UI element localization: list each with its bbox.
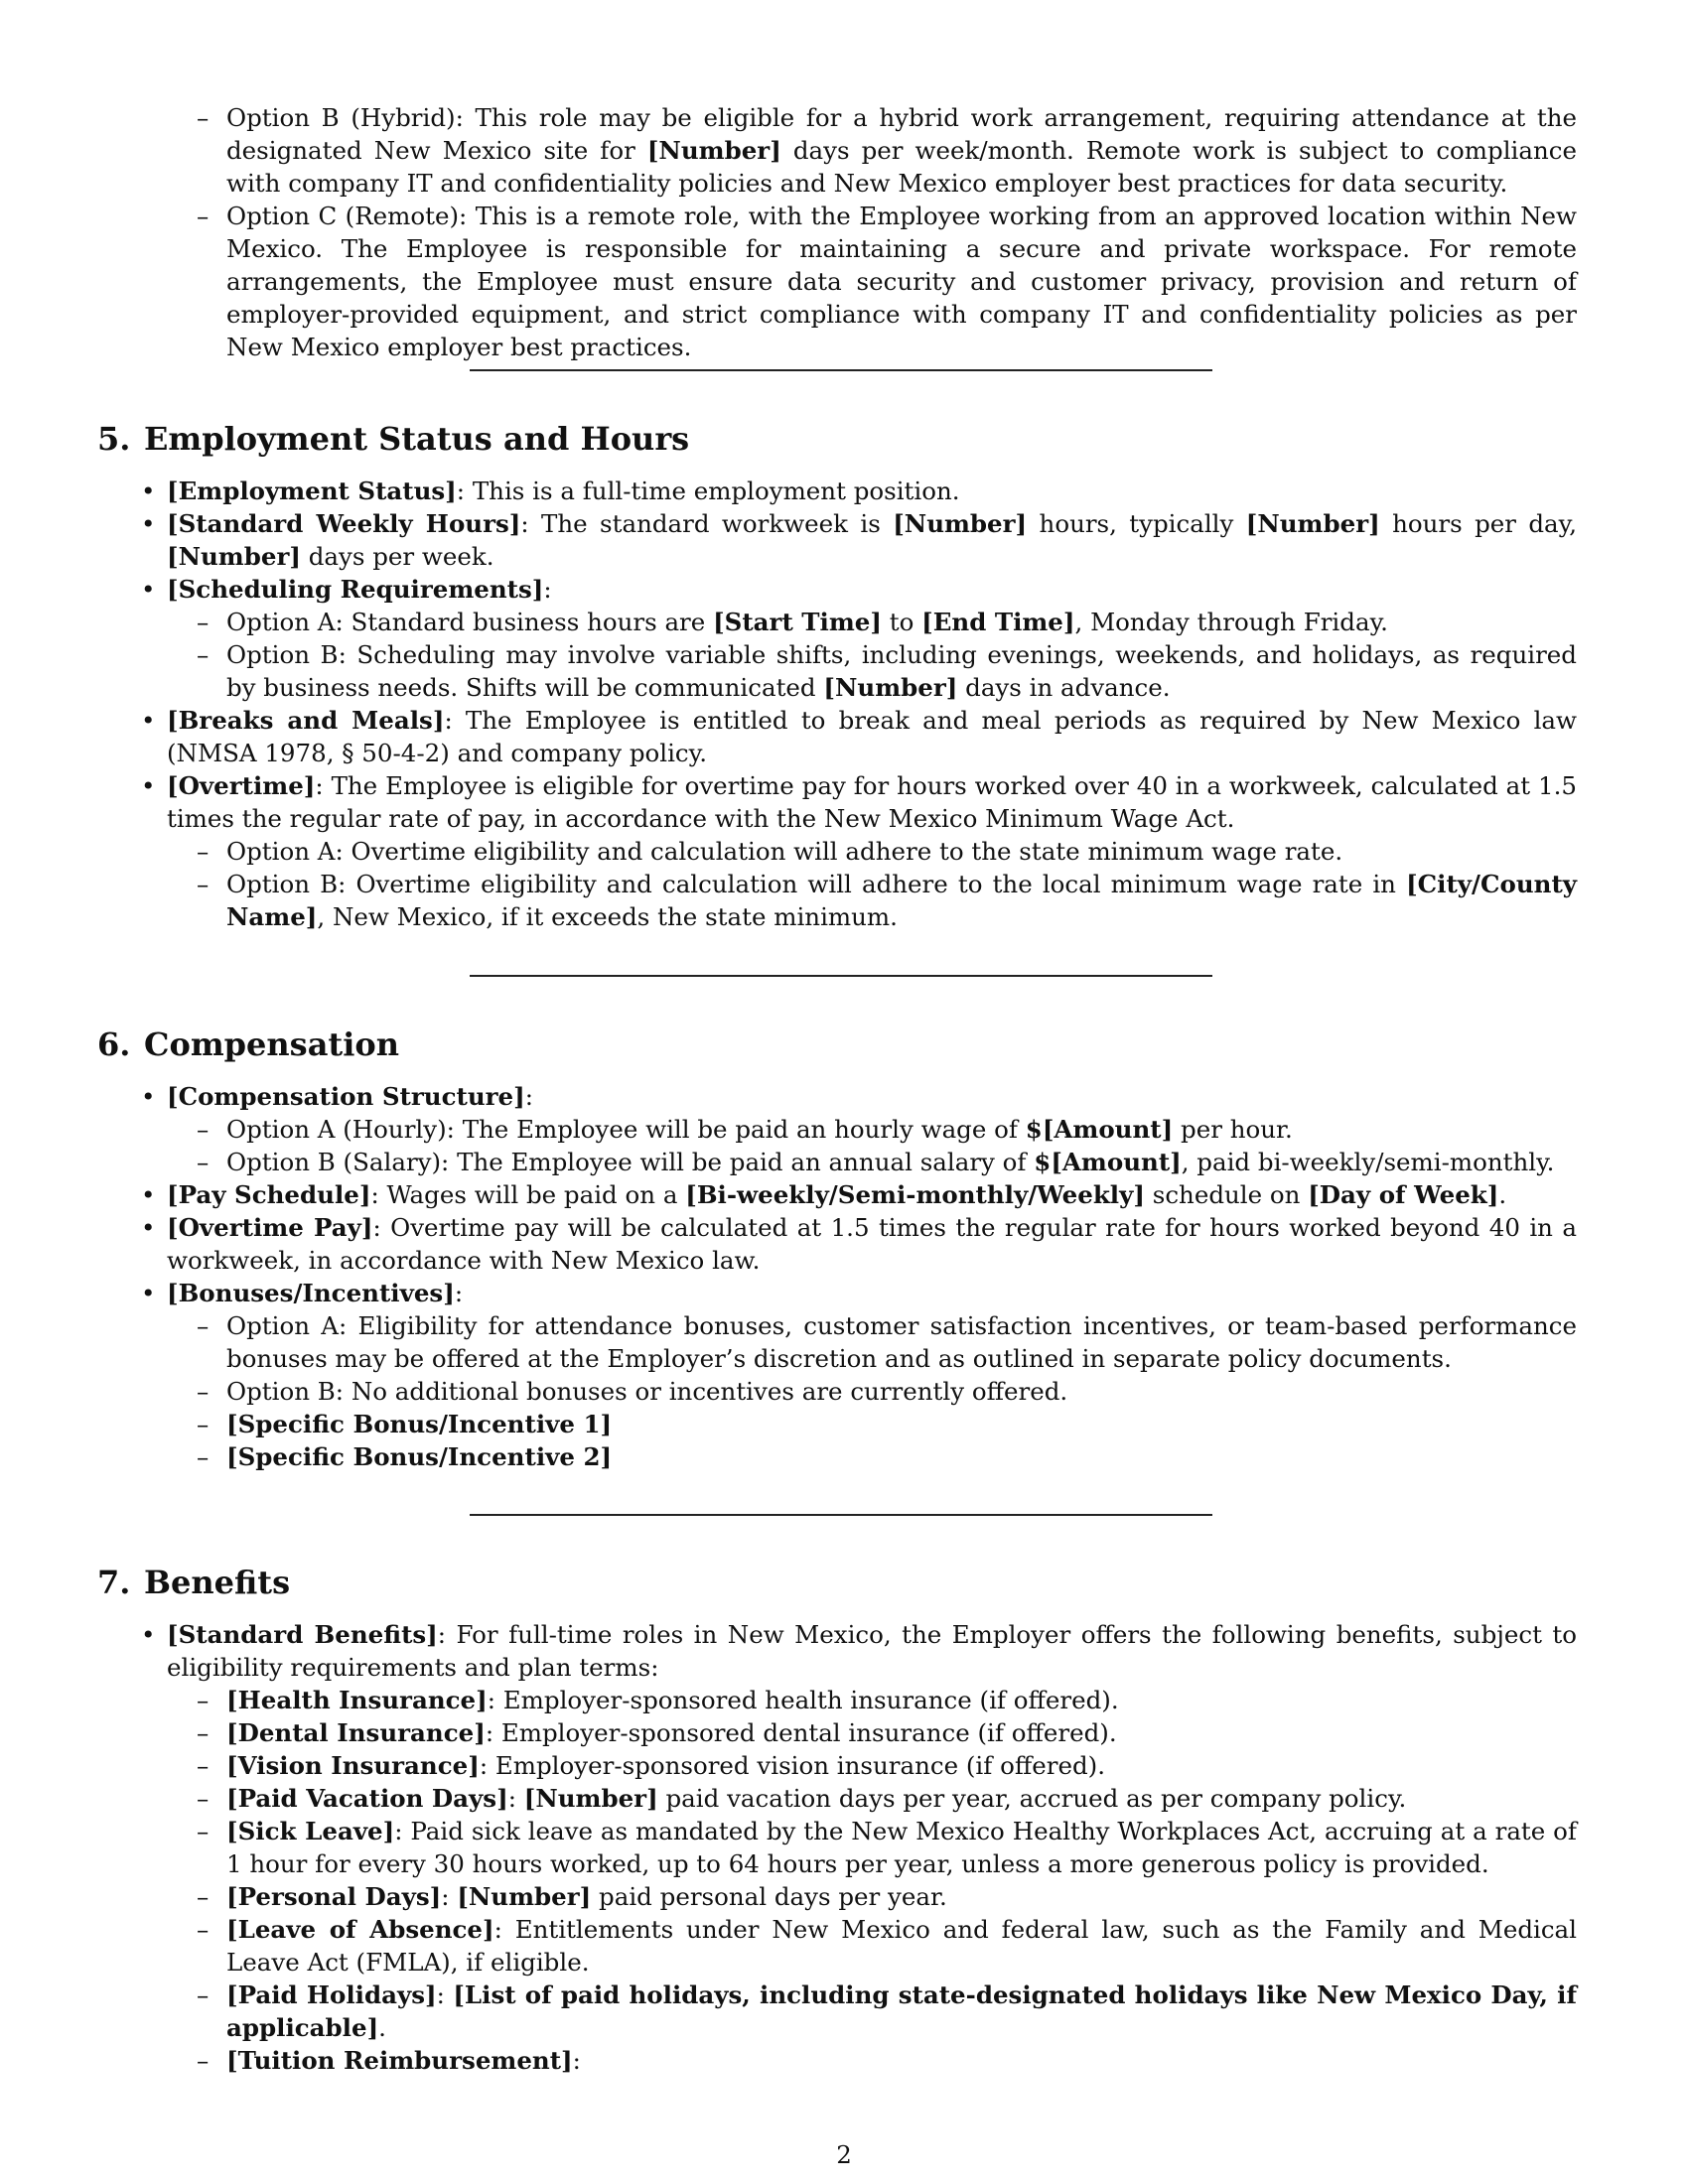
placeholder-field: [Overtime] (167, 771, 316, 800)
section-number: 7. (97, 1564, 131, 1601)
placeholder-field: [Number] (457, 1882, 592, 1911)
list-item: • [Employment Status]: This is a full-time employment position. (167, 475, 1577, 507)
list-item: • [Overtime Pay]: Overtime pay will be calculated at 1.5 times the regular rate for hours worked beyond 40 in a workweek, in accordance with New Mexico law. (167, 1211, 1577, 1277)
placeholder-field: $[Amount] (1025, 1115, 1174, 1144)
placeholder-field: [Start Time] (713, 608, 882, 636)
section-title: Compensation (144, 1025, 399, 1063)
placeholder-field: [Bi-weekly/Semi-monthly/Weekly] (685, 1180, 1145, 1209)
section-5-list (0, 475, 1688, 933)
placeholder-field: [Tuition Reimbursement] (226, 2046, 573, 2075)
placeholder-field: [Specific Bonus/Incentive 2] (226, 1442, 613, 1471)
placeholder-field: [Scheduling Requirements] (167, 575, 544, 604)
list-item: – [Dental Insurance]: Employer-sponsored dental insurance (if offered). (226, 1716, 1577, 1749)
placeholder-field: [List of paid holidays, including state-designated holidays like New Mexico Day, if applicable] (226, 1980, 1578, 2042)
list-item: – Option B (Hybrid): This role may be eligible for a hybrid work arrangement, requiring attendance at the designated New Mexico site for [Number] days per week/month. Remote work is subject to compliance with company IT and confidentiality policies and New Mexico employer best practices for data security. (226, 101, 1577, 200)
section-heading (97, 1024, 399, 1064)
list-item: • [Breaks and Meals]: The Employee is entitled to break and meal periods as required by New Mexico law (NMSA 1978, § 50-4-2) and company policy. (167, 704, 1577, 769)
section-divider (470, 369, 1212, 371)
page-number: 2 (836, 2140, 852, 2169)
placeholder-field: [Number] (523, 1784, 658, 1813)
list-item: – Option A (Hourly): The Employee will be paid an hourly wage of $[Amount] per hour. (226, 1113, 1577, 1146)
list-item: – [Sick Leave]: Paid sick leave as mandated by the New Mexico Healthy Workplaces Act, accruing at a rate of 1 hour for every 30 hours worked, up to 64 hours per year, unless a more generous policy is provided. (226, 1815, 1577, 1880)
list-item: – Option B: No additional bonuses or incentives are currently offered. (226, 1375, 1577, 1408)
placeholder-field: [Leave of Absence] (226, 1915, 494, 1944)
placeholder-field: [Health Insurance] (226, 1686, 488, 1714)
section-heading (97, 1563, 290, 1602)
list-item: – [Leave of Absence]: Entitlements under New Mexico and federal law, such as the Family and Medical Leave Act (FMLA), if eligible. (226, 1913, 1577, 1979)
placeholder-field: [Overtime Pay] (167, 1213, 373, 1242)
section-number: 5. (97, 420, 131, 458)
list-item: • [Pay Schedule]: Wages will be paid on a [Bi-weekly/Semi-monthly/Weekly] schedule on [Day of Week]. (167, 1178, 1577, 1211)
list-item: – [Health Insurance]: Employer-sponsored health insurance (if offered). (226, 1684, 1577, 1716)
placeholder-field: [Compensation Structure] (167, 1082, 525, 1111)
list-item: – [Paid Holidays]: [List of paid holidays, including state-designated holidays like New Mexico Day, if applicable]. (226, 1979, 1577, 2044)
placeholder-field: [City/County Name] (226, 870, 1577, 931)
list-item: – Option C (Remote): This is a remote role, with the Employee working from an approved location within New Mexico. The Employee is responsible for maintaining a secure and private workspace. For remote arrangements, the Employee must ensure data security and customer privacy, provision and return of employer-provided equipment, and strict compliance with company IT and confidentiality policies as per New Mexico employer best practices. (226, 200, 1577, 363)
list-item: – [Vision Insurance]: Employer-sponsored vision insurance (if offered). (226, 1749, 1577, 1782)
placeholder-field: [Standard Weekly Hours] (167, 509, 521, 538)
list-item: – Option A: Eligibility for attendance bonuses, customer satisfaction incentives, or team-based performance bonuses may be offered at the Employer’s discretion and as outlined in separate policy documents. (226, 1309, 1577, 1375)
section-heading (97, 419, 689, 459)
placeholder-field: [Pay Schedule] (167, 1180, 371, 1209)
section-divider (470, 1514, 1212, 1516)
placeholder-field: [Specific Bonus/Incentive 1] (226, 1410, 613, 1438)
list-item: – [Tuition Reimbursement]: (226, 2044, 1577, 2077)
list-item: • [Overtime]: The Employee is eligible for overtime pay for hours worked over 40 in a workweek, calculated at 1.5 times the regular rate of pay, in accordance with the New Mexico Minimum Wage Act. (167, 769, 1577, 835)
placeholder-field: [Standard Benefits] (167, 1620, 438, 1649)
list-item: – [Personal Days]: [Number] paid personal days per year. (226, 1880, 1577, 1913)
section-number: 6. (97, 1025, 131, 1063)
list-item: – Option B (Salary): The Employee will be paid an annual salary of $[Amount], paid bi-weekly/semi-monthly. (226, 1146, 1577, 1178)
list-item: – [Paid Vacation Days]: [Number] paid vacation days per year, accrued as per company policy. (226, 1782, 1577, 1815)
placeholder-field: [Dental Insurance] (226, 1718, 486, 1747)
list-item: – Option A: Standard business hours are [Start Time] to [End Time], Monday through Friday. (226, 606, 1577, 638)
placeholder-field: [End Time] (921, 608, 1075, 636)
placeholder-field: [Breaks and Meals] (167, 706, 445, 735)
list-item: • [Standard Weekly Hours]: The standard workweek is [Number] hours, typically [Number] hours per day, [Number] days per week. (167, 507, 1577, 573)
list-item (226, 1440, 1577, 1473)
placeholder-field: [Paid Holidays] (226, 1980, 437, 2009)
placeholder-field: [Number] (893, 509, 1028, 538)
list-item (226, 1408, 1577, 1440)
placeholder-field: [Day of Week] (1308, 1180, 1499, 1209)
placeholder-field: [Number] (1245, 509, 1380, 538)
section-divider (470, 975, 1212, 977)
placeholder-field: [Sick Leave] (226, 1817, 395, 1845)
placeholder-field: [Employment Status] (167, 477, 457, 505)
section-6-list (0, 1080, 1688, 1473)
placeholder-field: [Number] (646, 136, 781, 165)
placeholder-field: [Personal Days] (226, 1882, 442, 1911)
list-item: – Option B: Scheduling may involve variable shifts, including evenings, weekends, and holidays, as required by business needs. Shifts will be communicated [Number] days in advance. (226, 638, 1577, 704)
list-item: • [Standard Benefits]: For full-time roles in New Mexico, the Employer offers the following benefits, subject to eligibility requirements and plan terms: (167, 1618, 1577, 1684)
section-title: Employment Status and Hours (144, 420, 690, 458)
placeholder-field: [Paid Vacation Days] (226, 1784, 508, 1813)
list-item: • [Compensation Structure]: (167, 1080, 1577, 1113)
list-item: – Option B: Overtime eligibility and calculation will adhere to the local minimum wage rate in [City/County Name], New Mexico, if it exceeds the state minimum. (226, 868, 1577, 933)
list-item: – Option A: Overtime eligibility and calculation will adhere to the state minimum wage rate. (226, 835, 1577, 868)
section-7-list (0, 1618, 1688, 2077)
list-item: • [Bonuses/Incentives]: (167, 1277, 1577, 1309)
placeholder-field: [Vision Insurance] (226, 1751, 480, 1780)
section-4-continuation (0, 101, 1688, 363)
placeholder-field: [Bonuses/Incentives] (167, 1279, 455, 1307)
list-item: • [Scheduling Requirements]: (167, 573, 1577, 606)
placeholder-field: [Number] (167, 542, 301, 571)
placeholder-field: $[Amount] (1034, 1148, 1182, 1176)
section-title: Benefits (144, 1564, 291, 1601)
placeholder-field: [Number] (823, 673, 958, 702)
